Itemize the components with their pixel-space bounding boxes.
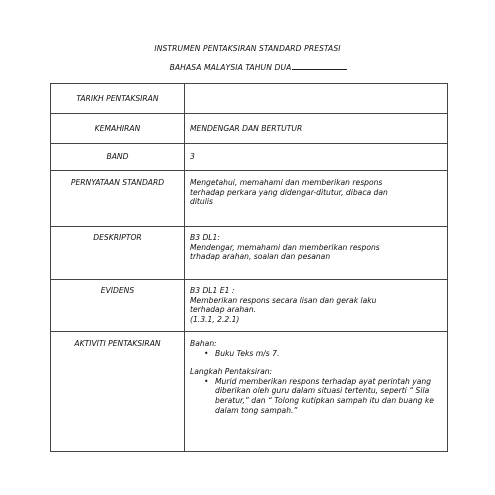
label-pernyataan-standard: PERNYATAAN STANDARD [51, 171, 185, 227]
row-kemahiran [51, 114, 448, 144]
row-band [51, 144, 448, 171]
subtitle-blank-line [292, 62, 347, 70]
langkah-item-text: Murid memberikan respons terhadap ayat perintah yang diberikan oleh guru dalam situasi tertentu, seperti “ Sila beratur,” dan “ Tolong kutipkan sampah itu dan buang ke dalam tong sampah.” [215, 376, 434, 415]
value-kemahiran: MENDENGAR DAN BERTUTUR [185, 114, 448, 144]
deskriptor-line: trhadap arahan, soalan dan pesanan [190, 252, 331, 262]
document-subtitle [11, 62, 495, 72]
bahan-list [204, 349, 441, 359]
value-tarikh [185, 84, 448, 114]
bahan-item-text: Buku Teks m/s 7. [215, 348, 280, 358]
bullet-icon: • [204, 376, 209, 386]
value-aktiviti-pentaksiran [185, 332, 448, 452]
label-evidens: EVIDENS [51, 280, 185, 332]
bullet-icon: • [204, 348, 209, 358]
bahan-label: Bahan: [190, 339, 217, 348]
assessment-table [50, 83, 448, 452]
evidens-code: B3 DL1 E1 : [190, 286, 235, 295]
label-band: BAND [51, 144, 185, 171]
row-evidens [51, 280, 448, 332]
langkah-label: Langkah Pentaksiran: [190, 367, 273, 377]
subtitle-text: BAHASA MALAYSIA TAHUN DUA [169, 63, 292, 72]
value-deskriptor [185, 227, 448, 280]
evidens-line: (1.3.1, 2.2.1) [190, 314, 240, 324]
row-deskriptor [51, 227, 448, 280]
evidens-line: Memberikan respons secara lisan dan gerak laku [190, 295, 377, 305]
label-tarikh: TARIKH PENTAKSIRAN [51, 84, 185, 114]
row-tarikh [51, 84, 448, 114]
pernyataan-line: Mengetahui, memahami dan memberikan respons [190, 178, 383, 187]
deskriptor-code: B3 DL1: [190, 233, 220, 242]
deskriptor-line: Mendengar, memahami dan memberikan respons [190, 242, 380, 252]
evidens-line: terhadap arahan. [190, 305, 257, 315]
row-pernyataan-standard [51, 171, 448, 227]
value-pernyataan-standard [185, 171, 448, 227]
value-evidens [185, 280, 448, 332]
label-kemahiran: KEMAHIRAN [51, 114, 185, 144]
list-item [204, 349, 441, 359]
value-band: 3 [185, 144, 448, 171]
langkah-list [204, 377, 441, 415]
pernyataan-line: ditulis [190, 197, 213, 207]
row-aktiviti-pentaksiran [51, 332, 448, 452]
list-item [204, 377, 441, 415]
pernyataan-line: terhadap perkara yang didengar-ditutur, dibaca dan [190, 187, 388, 197]
document-title: INSTRUMEN PENTAKSIRAN STANDARD PRESTASI [154, 44, 341, 53]
label-aktiviti-pentaksiran: AKTIVITI PENTAKSIRAN [51, 332, 185, 452]
label-deskriptor: DESKRIPTOR [51, 227, 185, 280]
